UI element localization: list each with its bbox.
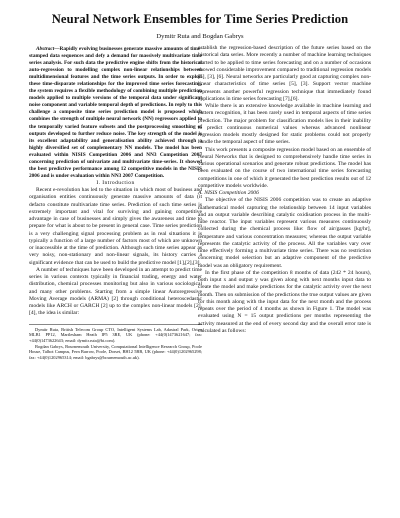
footnote-author-1: Dymitr Ruta, British Telecom Group CTO, Intelligent Systems Lab, Adastral Park, Orion MLB1 PP12, Martlesham Heath IP5 3RE, UK (phone: +44(0)1473621647; fax: +44(0)1473622643; email: dymitr.ruta@bt.com). xyxy=(29,326,202,344)
paper-authors: Dymitr Ruta and Bogdan Gabrys xyxy=(156,33,244,40)
author-footnotes xyxy=(29,324,202,361)
paper-title: Neural Network Ensembles for Time Series Prediction xyxy=(51,12,349,26)
abstract xyxy=(29,46,202,180)
subsection-heading-nisis: A. NISIS Competition 2006 xyxy=(198,190,259,196)
right-paragraph-2: While there is an extensive knowledge available in machine learning and pattern recognition, it has been rarely used in temporal aspects of time series prediction. The major problem for classification models lies in their inability to predict continuous numerical values whereas advanced nonlinear regression models mostly designed for static problems could not properly handle the temporal aspect of time series. xyxy=(198,103,371,146)
right-paragraph-3: This work presents a composite regression model based on an ensemble of Neural Networks that is designed to comprehensively handle time series in various operational scenarios and generate robust predictions. The model has been evaluated on the course of two international time series forecasting competitions in one of which it generated the best prediction results out of 12 competitive models worldwide. xyxy=(198,146,371,189)
intro-paragraph-1: Recent e-revolution has led to the situation in which most of business and organisation entities continuously generate massive amounts of data (it defacto constitute multivariate time series. Prediction of such time series is extremely important and vital for surviving and gaining competitive advantage in case of businesses and simply gives the awareness and time to prepare for what is about to be present in general case. Time series prediction is a very challenging signal processing problem as in real situations it is typically a function of a large number of factors most of which are unknown or inaccessible at the time of prediction. Although such time series appear as very noisy, non-stationary and non-linear signals, its history carries a significant evidence that can be used to build the predictive model [1],[2],[3]. xyxy=(29,187,202,266)
intro-paragraph-2: A number of techniques have been developed in an attempt to predict time series in various contexts typically in financial trading, energy and water distribution, chemical processes monitoring but also in various sociological and many other problems. Starting from a simple linear Autoregressive Moving Average models (ARMA) [2] through conditional heteroscedastic models like ARCH or GARCH [2] up to the complex non-linear models [2],[4], the idea is similar: xyxy=(29,266,202,317)
left-column xyxy=(29,46,202,361)
abstract-text: —Rapidly evolving businesses generate massive amounts of time-stamped data sequences and defy a demand for massively multivariate time series analysis. For such data the predictive engine shifts from the historical auto-regression to modelling complex non-linear relationships between multidimensional features and the time series outputs. In order to exploit these time-disparate relationships for the improved time series forecasting, the system requires a flexible methodology of combining multiple prediction models applied to multiple versions of the temporal data under significant noise component and variable temporal depth of predictions. In reply to this challenge a composite time series prediction model is proposed which combines the strength of multiple neural network (NN) regressors applied to the temporally varied feature subsets and the postprocessing smoothing of outputs developed to further reduce noise. The key strength of the model is its excellent adaptability and generalisation ability achieved through a highly diversified set of complementary NN models. The model has been evaluated within NISIS Competition 2006 and NN3 Competition 2007 concerning prediction of univariate and multivariate time-series. It showed the best predictive performance among 12 competitive models in the NISIS 2006 and is under evaluation within NN3 2007 Competition. xyxy=(29,46,202,179)
right-paragraph-5: In the first phase of the competition 8 months of data (242 * 24 hours), both input x and output y was given along with next months input data to create the model and make predictions for the catalytic activity over the next month. Then on submission of the predictions the true output values are given for this month along with the input data for the next month and the process repeats over the period of 4 months as shown in Figure 1. The model was evaluated using N = 15 output predictions per months representing the activity measured at the end of every second day and the overall error rate is calculated as follows: xyxy=(198,269,371,334)
right-paragraph-1: establish the regression-based description of the future series based on the historical data series. More recently a number of machine learning techniques started to be applied to time series forecasting and on a number of occasions showed considerable improvement compared to traditional regression models [5], [3], [6]. Neural networks are particularly good at capturing complex non-linear characteristics of time series [5], [3]. Support vector machine represents another powerful regression technique that immediately found applications in time series forecasting [7],[6]. xyxy=(198,45,371,102)
abstract-label: Abstract xyxy=(36,46,55,52)
right-column xyxy=(198,45,371,335)
footnote-author-2: Bogdan Gabrys, Bournemouth University, Computational Intelligence Research Group, Poole House, Talbot Campus, Fern Barrow, Poole, Dorset, BH12 5BB, UK (phone: +44(0)1202965298; fax: +44(0)1202965314; email: bgabrys@bournemouth.ac.uk). xyxy=(29,343,202,361)
section-heading-introduction: I. Introduction xyxy=(96,179,135,186)
right-paragraph-4: The objective of the NISIS 2006 competition was to create an adaptive mathematical model capturing the relationship between 14 input variables and an output variable describing catalytic oxidisation process in the multi-tube reactor. The input variables represent various measures continuously collected during the chemical process like: flow of air/gasses [kg/hr], temperature and various concentration measures; whereas the output variable represents the catalytic activity of the process. All the variables vary over time effectively forming a multivariate time series. There was no restriction concerning model selection but an adaptive component of the predictive model was an obligatory requirement. xyxy=(198,197,371,269)
